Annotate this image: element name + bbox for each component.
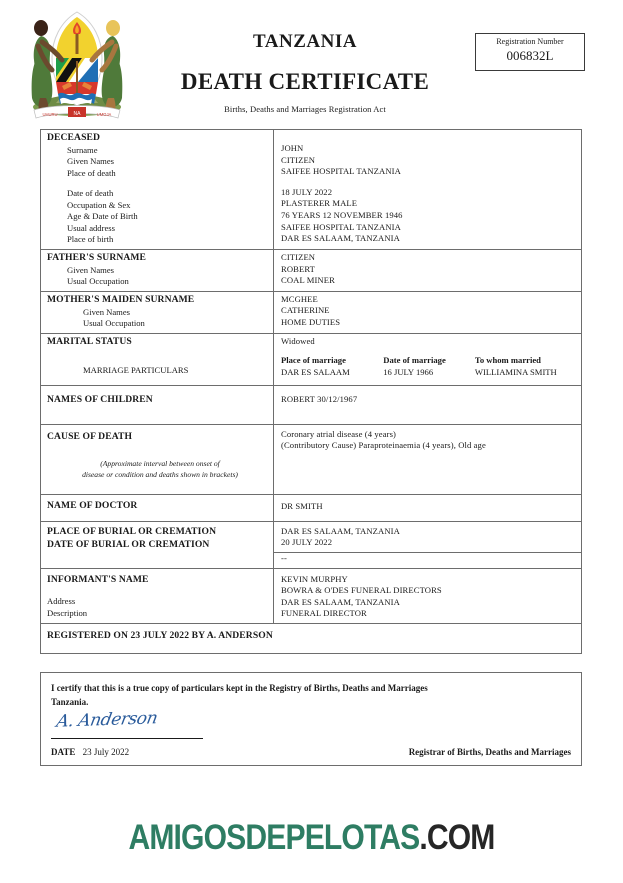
label-father-given-names: Given Names <box>67 264 115 275</box>
label-place-of-death: Place of death <box>67 167 116 178</box>
father-heading: FATHER'S SURNAME <box>47 251 147 263</box>
value-to-whom-married: WILLIAMINA SMITH <box>474 366 557 377</box>
value-children: ROBERT 30/12/1967 <box>281 393 358 404</box>
value-burial-extra: -- <box>281 552 287 563</box>
deceased-heading: DECEASED <box>47 132 101 143</box>
value-place-of-death: SAIFEE HOSPITAL TANZANIA <box>281 166 401 177</box>
table-row-children <box>41 385 582 424</box>
value-informant-description: FUNERAL DIRECTOR <box>281 608 367 619</box>
registration-number-box <box>475 33 585 71</box>
table-row-marital-status <box>41 333 582 385</box>
table-row-doctor <box>41 494 582 521</box>
burial-value-cell <box>274 521 582 568</box>
spacer <box>47 179 273 188</box>
column-place-of-marriage: Place of marriage <box>281 355 346 366</box>
date-group <box>51 747 129 757</box>
document-title: DEATH CERTIFICATE <box>180 68 430 94</box>
svg-text:NA: NA <box>73 111 81 117</box>
label-informant-description: Description <box>47 607 88 618</box>
value-informant-address: DAR ES SALAAM, TANZANIA <box>281 596 400 607</box>
informant-heading: INFORMANT'S NAME <box>47 573 149 585</box>
label-mother-given-names: Given Names <box>83 306 131 317</box>
doctor-value-cell <box>274 494 582 521</box>
value-cause-contributory: (Contributory Cause) Paraproteinaemia (4 years), Old age <box>281 440 486 451</box>
children-label-cell <box>41 385 274 424</box>
label-informant-address: Address <box>47 596 76 607</box>
table-row-registered <box>41 623 582 653</box>
cause-of-death-label-cell <box>41 424 274 494</box>
children-value-cell <box>274 385 582 424</box>
value-father-occupation: COAL MINER <box>281 275 335 286</box>
label-usual-address: Usual address <box>67 222 115 233</box>
value-surname: JOHN <box>281 143 304 153</box>
informant-label-cell <box>41 568 274 623</box>
deceased-values-cell <box>274 130 582 250</box>
father-labels-cell <box>41 249 274 291</box>
table-row-father <box>41 249 582 291</box>
cause-of-death-value-cell <box>274 424 582 494</box>
cause-of-death-heading: CAUSE OF DEATH <box>47 430 133 442</box>
value-date-of-marriage: 16 JULY 1966 <box>383 366 434 377</box>
certification-box <box>40 672 582 766</box>
certificate-header <box>0 0 623 122</box>
value-father-surname: CITIZEN <box>281 251 316 262</box>
label-given-names: Given Names <box>67 156 115 167</box>
value-place-of-marriage: DAR ES SALAAM <box>281 366 350 377</box>
tanzania-coat-of-arms-icon <box>16 6 138 122</box>
father-values-cell <box>274 249 582 291</box>
country-title: TANZANIA <box>253 31 357 52</box>
svg-text:UMOJA: UMOJA <box>96 112 112 117</box>
value-marital-status: Widowed <box>281 335 315 346</box>
certification-line1: I certify that this is a true copy of particulars kept in the Registry of Births, Deaths and Marriages <box>51 683 428 693</box>
value-place-of-birth: DAR ES SALAAM, TANZANIA <box>281 233 400 244</box>
value-burial-place: DAR ES SALAAM, TANZANIA <box>281 525 400 536</box>
value-age-dob: 76 YEARS 12 NOVEMBER 1946 <box>281 209 403 220</box>
certificate-table <box>40 129 582 654</box>
mother-labels-cell <box>41 291 274 333</box>
table-row-informant <box>41 568 582 623</box>
spacer-heading-align <box>281 132 581 143</box>
date-label: DATE <box>51 747 76 757</box>
registration-number-value: 006832L <box>506 48 554 64</box>
value-burial-date: 20 JULY 2022 <box>281 537 333 548</box>
table-row-cause-of-death <box>41 424 582 494</box>
value-given-names: CITIZEN <box>281 154 316 165</box>
signature-area <box>51 708 571 746</box>
watermark-primary: AMIGOSDEPELOTAS <box>128 818 420 857</box>
spacer <box>281 178 581 187</box>
value-cause-primary: Coronary atrial disease (4 years) <box>281 428 396 439</box>
burial-date-heading: DATE OF BURIAL OR CREMATION <box>47 538 210 550</box>
marriage-particulars-label: MARRIAGE PARTICULARS <box>83 364 189 375</box>
date-value: 23 July 2022 <box>82 747 130 757</box>
value-father-given-names: ROBERT <box>281 263 315 274</box>
marriage-values-row <box>281 367 581 379</box>
value-mother-occupation: HOME DUTIES <box>281 317 341 328</box>
svg-text:UHURU: UHURU <box>42 112 58 117</box>
column-to-whom-married: To whom married <box>474 355 541 366</box>
cause-of-death-note-line2: disease or condition and deaths shown in brackets) <box>82 469 238 479</box>
value-occupation-sex: PLASTERER MALE <box>281 198 358 209</box>
value-date-of-death: 18 JULY 2022 <box>281 186 333 197</box>
mother-heading: MOTHER'S MAIDEN SURNAME <box>47 293 195 305</box>
marital-status-heading: MARITAL STATUS <box>47 335 132 347</box>
watermark-suffix: .COM <box>419 818 495 857</box>
table-row-deceased <box>41 130 582 250</box>
certification-line2: Tanzania. <box>51 696 89 707</box>
label-occupation-sex: Occupation & Sex <box>67 199 131 210</box>
site-watermark <box>44 818 580 858</box>
mother-values-cell <box>274 291 582 333</box>
certification-footer <box>51 747 571 757</box>
table-row-burial <box>41 521 582 568</box>
informant-value-cell <box>274 568 582 623</box>
doctor-label-cell <box>41 494 274 521</box>
registrar-title: Registrar of Births, Deaths and Marriages <box>408 747 571 757</box>
burial-label-cell <box>41 521 274 568</box>
value-doctor: DR SMITH <box>281 500 323 511</box>
marital-labels-cell <box>41 333 274 385</box>
registered-text: REGISTERED ON 23 JULY 2022 BY A. ANDERSON <box>47 629 273 641</box>
table-row-mother <box>41 291 582 333</box>
doctor-heading: NAME OF DOCTOR <box>47 499 138 511</box>
cause-of-death-note-line1: (Approximate interval between onset of <box>100 458 220 468</box>
registrar-signature: A. Anderson <box>54 708 159 732</box>
label-age-dob: Age & Date of Birth <box>67 211 138 222</box>
label-mother-occupation: Usual Occupation <box>83 318 145 329</box>
value-mother-surname: MCGHEE <box>281 293 318 304</box>
column-date-of-marriage: Date of marriage <box>383 355 446 366</box>
act-subtitle: Births, Deaths and Marriages Registration Act <box>224 104 386 115</box>
deceased-labels-cell <box>41 130 274 250</box>
signature-rule <box>51 738 203 739</box>
marriage-columns-header <box>281 355 581 367</box>
label-surname: Surname <box>67 144 98 155</box>
title-block <box>150 32 460 114</box>
registered-cell <box>41 623 582 653</box>
value-informant-organisation: BOWRA & O'DES FUNERAL DIRECTORS <box>281 585 442 596</box>
marital-values-cell <box>274 333 582 385</box>
label-place-of-birth: Place of birth <box>67 234 114 245</box>
label-father-occupation: Usual Occupation <box>67 276 129 287</box>
value-mother-given-names: CATHERINE <box>281 305 330 316</box>
label-date-of-death: Date of death <box>67 188 114 199</box>
burial-place-heading: PLACE OF BURIAL OR CREMATION <box>47 525 217 537</box>
registration-number-label: Registration Number <box>496 37 564 46</box>
children-heading: NAMES OF CHILDREN <box>47 393 153 405</box>
value-informant-name: KEVIN MURPHY <box>281 573 348 584</box>
value-usual-address: SAIFEE HOSPITAL TANZANIA <box>281 221 401 232</box>
